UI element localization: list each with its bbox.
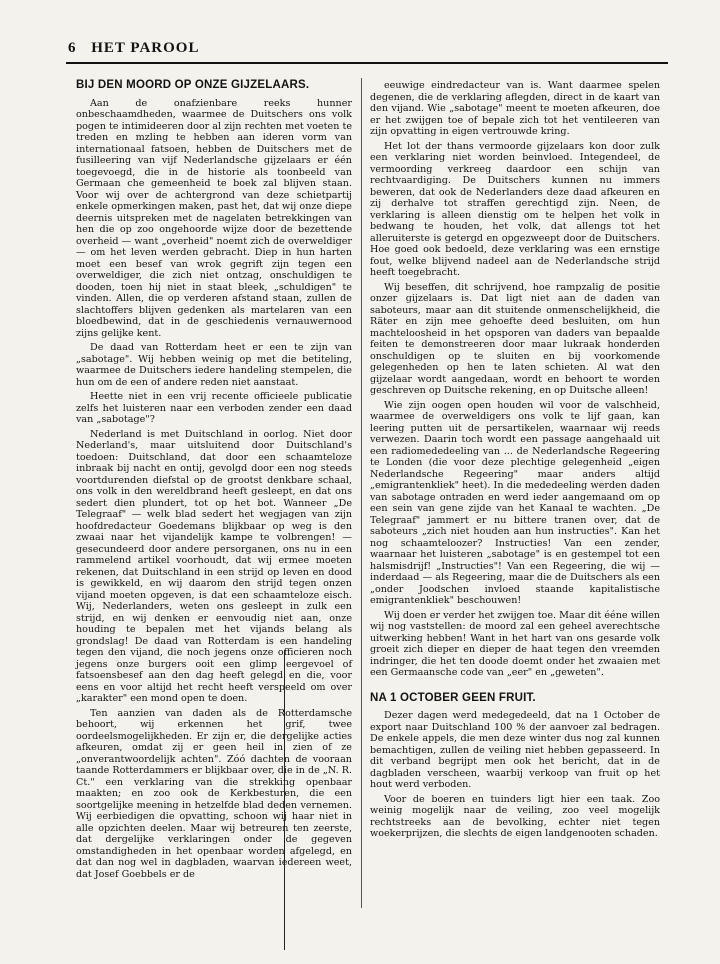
right-column (370, 80, 660, 843)
article-paragraph: Dezer dagen werd medegedeeld, dat na 1 October de export naar Duitschland 100 % der aanvoer zal bedragen. De enkele appels, die men deze winter dus nog zal kunnen bemachtigen, zullen de veiling niet hebben gepasseerd. In dit verband begrijpt men ook het bericht, dat in de dagbladen verscheen, waarbij verkoop van fruit op het hout werd verboden. (370, 710, 660, 790)
article-paragraph: Ten aanzien van daden als de Rotterdamsche behoort, wij erkennen het grif, twee oordeelsmogelijkheden. Er zijn er, die dergelijke acties afkeuren, omdat zij er geen heil in zien of ze „onverantwoordelijk achten". Zóó dachten de vooraan taande Rotterdammers er blijkbaar over, die in de „N. R. Ct." een verklaring van die strekking openbaar maakten; en zoo ook de Kerkbesturen, die een soortgelijke meening in hetzelfde blad deden vernemen. Wij eerbiedigen die opvatting, schoon wij haar niet in alle opzichten deelen. Maar wij betreuren ten zeerste, dat dergelijke verklaringen onder de gegeven omstandigheden in het openbaar worden afgelegd, en dat dan nog wel in dagbladen, waarvan iedereen weet, dat Josef Goebbels er de (76, 707, 352, 880)
article-paragraph: Wij doen er verder het zwijgen toe. Maar dit ééne willen wij nog vaststellen: de moord zal een geheel averechtsche uitwerking hebben! Want in het hart van ons gesarde volk groeit zich dieper en dieper de haat tegen den vreemden indringer, die het ten doode doemt onder het zwaaien met een Germaansche code van „eer" en „geweten". (370, 609, 660, 678)
page-number: 6 (68, 40, 77, 56)
article-paragraph: eeuwige eindredacteur van is. Want daarmee spelen degenen, die de verklaring aflegden, direct in de kaart van den vijand. Wie „sabotage" meent te moeten afkeuren, doe er het zwijgen toe of bepale zich tot het ventileeren van zijn opvatting in eigen vertrouwde kring. (370, 80, 660, 137)
article-paragraph: Aan de onafzienbare reeks hunner onbeschaamdheden, waarmee de Duitschers ons volk pogen te intimideeren door al zijn rechten met voeten te treden en mzling te hebben aan ideren vorm van internationaal fatsoen, hebben de Duitschers met de fusilleering van vijf Nederlandsche gijzelaars er één toegevoegd, die in de historie als toonbeeld van Germaan che gemeenheid te boek zal blijven staan. Voor wij over de achtergrond van deze schietpartij enkele opmerkingen maken, past het, dat wij onze diepe deernis uitspreken met de nagelaten betrekkingen van hen die op zoo ongehoorde wijze door de bezettende overheid — want „overheid" noemt zich de overweldiger — om het leven werden gebracht. Diep in hun harten moet een besef van wrok gegrift zijn tegen een overweldiger, die zich niet ontzag, onschuldigen te dooden, toen hij niet in staat bleek, „schuldigen" te vinden. Allen, die op verderen afstand staan, zullen de slachtoffers blijven gedenken als martelaren van een bloedbewind, dat in de geschiedenis vernauwernood zijns gelijke kent. (76, 97, 352, 339)
article-paragraph: Wie zijn oogen open houden wil voor de valschheid, waarmee de overweldigers ons volk te lijf gaan, kan leering putten uit de persartikelen, waarnaar wij reeds verwezen. Daarin toch wordt een passage aangehaald uit een radiomededeeling van ... de Nederlandsche Regeering te Londen (die voor deze plechtige gelegenheid „eigen Nederlandsche Regeering" maar anders altijd „emigrantenkliek" heet). In die mededeeling werden daden van sabotage ontraden en werd ieder aangemaand om op een sein van gene zijde van het Kanaal te wachten. „De Telegraaf" jammert er nu bittere tranen over, dat de saboteurs „zich niet houden aan hun instructies". Kan het nog schaamteloozer? Instructies! Van een zender, waarnaar het luisteren „sabotage" is en gestempel tot een halsmisdrijf! „Instructies"! Van een Regeering, die wij — inderdaad — als Regeering, maar die de Duitschers als een „onder Joodschen invloed staande kapitalistische emigrantenkliek" beschouwen! (370, 399, 660, 606)
paper-fold-line (284, 650, 285, 950)
article-paragraph: De daad van Rotterdam heet er een te zijn van „sabotage". Wij hebben weinig op met die betiteling, waarmee de Duitschers iedere handeling stempelen, die hun om de een of andere reden niet aanstaat. (76, 342, 352, 388)
left-column (76, 80, 352, 883)
page-header (68, 40, 668, 57)
article-title-gijzelaars: BIJ DEN MOORD OP ONZE GIJZELAARS. (76, 79, 310, 91)
newspaper-title: HET PAROOL (91, 40, 200, 56)
article-title-fruit: NA 1 OCTOBER GEEN FRUIT. (370, 691, 536, 704)
article-paragraph: Wij beseffen, dit schrijvend, hoe rampzalig de positie onzer gijzelaars is. Dat ligt niet aan de daden van saboteurs, maar aan dit stuitende onmenschelijkheid, die Räter en zijn mee gehoefte deed besluiten, om hun machteloosheid in het opsporen van daders van bepaalde feiten te demonstreeren door maar lukraak honderden onschuldigen op te sluiten en bij voorkomende gelegenheden op hen te laten schieten. Al wat den gijzelaar wordt aangedaan, wordt en behoort te worden geschreven op Duitsche rekening, en op Duitsche alleen! (370, 281, 660, 396)
article-paragraph: Het lot der thans vermoorde gijzelaars kon door zulk een verklaring niet worden beinvloed. Integendeel, de vermoording verkreeg daardoor een schijn van rechtvaardiging. De Duitschers kunnen nu immers beweren, dat ook de Nederlanders deze daad afkeuren en zij derhalve tot straffen gerechtigd zijn. Neen, de verklaring is alleen dienstig om te helpen het volk in bedwang te houden, het volk, dat allengs tot het alleruiterste is getergd en opgezweept door de Duitschers. Hoe goed ook bedoeld, deze verklaring was een ernstige fout, welke blijvend nadeel aan de Nederlandsche strijd heeft toegebracht. (370, 140, 660, 278)
article-paragraph: Nederland is met Duitschland in oorlog. Niet door Nederland's, maar uitsluitend door Duitschland's toedoen: Duitschland, dat door een schaamteloze inbraak bij nacht en ontij, gevolgd door een nog steeds voortdurenden diefstal op de grootst denkbare schaal, ons volk in den wereldbrand heeft gesleept, en dat ons sedert dien plundert, tot op het bot. Wanneer „De Telegraaf" — welk blad sedert het wegjagen van zijn hoofdredacteur Goedemans blijkbaar op weg is den zwaai naar het vijandelijk kampe te volbrengen! — gesecundeerd door andere persorganen, ons nu in een rammelend artikel voorhoudt, dat wij ermee moeten rekenen, dat Duitschland in een strijd op leven en dood is gewikkeld, en wij daarom den strijd tegen onzen vijand moeten opgeven, is dat een schaamteloze eisch. Wij, Nederlanders, weten ons gesleept in zulk een strijd, en wij denken er eenvoudig niet aan, onze houding te bepalen met het vijands belang als grondslag! De daad van Rotterdam is een handeling tegen den vijand, die noch jegens onze officieren noch jegens onze burgers ooit een glimp eergevoel of fatsoensbesef aan den dag heeft gelegd en die, voor eens en voor altijd het recht heeft verspeeld om over „karakter" een mond open te doen. (76, 428, 352, 704)
header-rule (66, 62, 668, 64)
article-paragraph: Voor de boeren en tuinders ligt hier een taak. Zoo weinig mogelijk naar de veiling, zoo veel mogelijk rechtstreeks aan de bevolking, echter niet tegen woekerprijzen, die slechts de eigen landgenooten schaden. (370, 793, 660, 839)
article-paragraph: Heette niet in een vrij recente officieele publicatie zelfs het luisteren naar een verboden zender een daad van „sabotage"? (76, 391, 352, 425)
column-divider (361, 78, 362, 908)
